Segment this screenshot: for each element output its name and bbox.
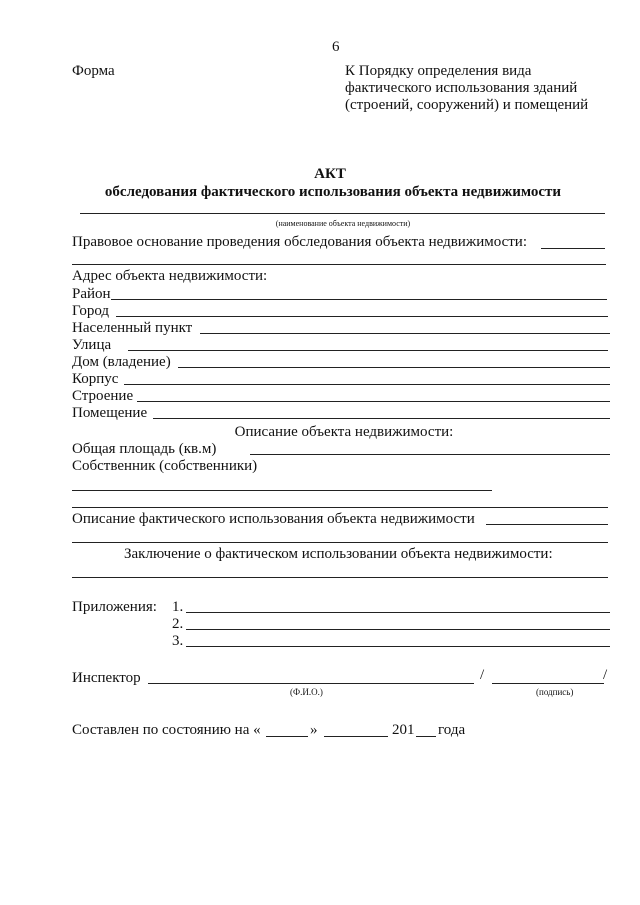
- compiled-prefix: Составлен по состоянию на «: [72, 722, 261, 738]
- attachment-number-1: 1.: [172, 599, 184, 615]
- district-label: Район: [72, 286, 111, 302]
- actual-use-label: Описание фактического использования объекта недвижимости: [72, 511, 475, 527]
- inspector-slash-2: /: [603, 667, 608, 683]
- city-label: Город: [72, 303, 110, 319]
- legal-basis-field[interactable]: [541, 248, 605, 249]
- compiled-close-quote: »: [310, 722, 318, 738]
- compiled-year-suffix: года: [438, 722, 466, 738]
- building-field[interactable]: [124, 384, 610, 385]
- compiled-month-field[interactable]: [324, 736, 388, 737]
- structure-label: Строение: [72, 388, 134, 404]
- area-label: Общая площадь (кв.м): [72, 441, 217, 457]
- house-field[interactable]: [178, 367, 610, 368]
- owner-field-2[interactable]: [72, 507, 608, 508]
- fio-caption: (Ф.И.О.): [290, 687, 323, 697]
- description-heading: Описание объекта недвижимости:: [234, 424, 454, 440]
- compiled-year-field[interactable]: [416, 736, 436, 737]
- owner-label: Собственник (собственники): [72, 458, 258, 474]
- compiled-day-field[interactable]: [266, 736, 308, 737]
- inspector-signature-field[interactable]: [492, 683, 604, 684]
- attachment-number-3: 3.: [172, 633, 184, 649]
- reference-line-1: К Порядку определения вида: [345, 63, 532, 79]
- street-field[interactable]: [128, 350, 608, 351]
- document-subtitle: обследования фактического использования объекта недвижимости: [104, 184, 562, 200]
- document-title: АКТ: [314, 166, 346, 182]
- reference-line-3: (строений, сооружений) и помещений: [345, 97, 589, 113]
- premises-label: Помещение: [72, 405, 148, 421]
- page-number: 6: [332, 39, 340, 55]
- premises-field[interactable]: [153, 418, 610, 419]
- conclusion-field[interactable]: [72, 577, 608, 578]
- attachment-field-1[interactable]: [186, 612, 610, 613]
- reference-line-2: фактического использования зданий: [345, 80, 578, 96]
- street-label: Улица: [72, 337, 112, 353]
- owner-field[interactable]: [72, 490, 492, 491]
- city-field[interactable]: [116, 316, 608, 317]
- form-label: Форма: [72, 63, 115, 79]
- inspector-slash-1: /: [480, 667, 485, 683]
- structure-field[interactable]: [137, 401, 610, 402]
- inspector-label: Инспектор: [72, 670, 141, 686]
- house-label: Дом (владение): [72, 354, 171, 370]
- legal-basis-field-2[interactable]: [72, 264, 606, 265]
- district-field[interactable]: [111, 299, 607, 300]
- actual-use-field[interactable]: [486, 524, 608, 525]
- compiled-year-prefix: 201: [392, 722, 415, 738]
- area-field[interactable]: [250, 454, 610, 455]
- object-name-line[interactable]: [80, 213, 605, 214]
- object-name-caption: (наименование объекта недвижимости): [275, 219, 411, 228]
- inspector-name-field[interactable]: [148, 683, 474, 684]
- settlement-field[interactable]: [200, 333, 610, 334]
- attachments-label: Приложения:: [72, 599, 157, 615]
- address-heading: Адрес объекта недвижимости:: [72, 268, 268, 284]
- attachment-number-2: 2.: [172, 616, 184, 632]
- conclusion-label: Заключение о фактическом использовании объекта недвижимости:: [124, 546, 553, 562]
- building-label: Корпус: [72, 371, 119, 387]
- actual-use-field-2[interactable]: [72, 542, 608, 543]
- legal-basis-label: Правовое основание проведения обследования объекта недвижимости:: [72, 234, 527, 250]
- attachment-field-3[interactable]: [186, 646, 610, 647]
- signature-caption: (подпись): [536, 687, 574, 697]
- attachment-field-2[interactable]: [186, 629, 610, 630]
- settlement-label: Населенный пункт: [72, 320, 193, 336]
